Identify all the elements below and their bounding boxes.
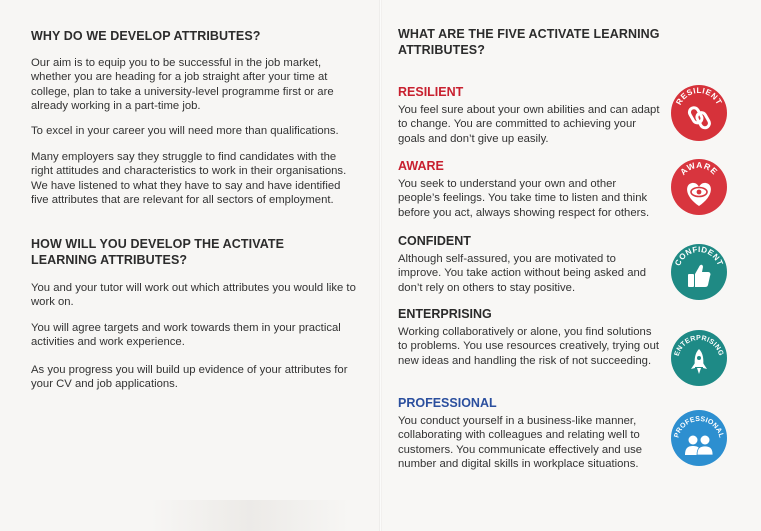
attribute-professional (398, 395, 660, 472)
attribute-resilient (398, 84, 660, 146)
attribute-title: AWARE (398, 159, 444, 173)
page-fold (379, 0, 382, 531)
how-paragraph-3: As you progress you will build up evidence of your attributes for your CV and job applications. (31, 364, 348, 391)
paper-scuff (150, 500, 350, 531)
why-paragraph-1: Our aim is to equip you to be successful in the job market, whether you are heading for a job straight after your time at college, plan to take a university-level programme first or are already working in a part-time job. (31, 57, 334, 113)
confident-badge-text: CONFIDENT (673, 244, 725, 268)
attribute-title: ENTERPRISING (398, 307, 492, 321)
aware-badge (670, 158, 728, 216)
attribute-description: Although self-assured, you are motivated to improve. You take action without being asked and don’t rely on others to stay positive. (398, 253, 647, 294)
attribute-description: You conduct yourself in a business-like manner, collaborating with colleagues and relating well to customers. You communicate effectively and use number and digital skills in workplace situations. (398, 415, 643, 471)
attribute-aware (398, 158, 660, 220)
why-paragraph-3: Many employers say they struggle to find candidates with the right attitudes and characteristics to work in their organisations. We have listened to what they have to say and have identified five attributes that are relevant for all sectors of employment. (31, 151, 347, 207)
enterprising-badge (670, 329, 728, 387)
five-attributes-heading: WHAT ARE THE FIVE ACTIVATE LEARNING ATTRIBUTES? (398, 27, 660, 57)
resilient-badge (670, 84, 728, 142)
attribute-title: PROFESSIONAL (398, 396, 497, 410)
enterprising-badge-text: ENTERPRISING (673, 334, 725, 357)
why-heading: WHY DO WE DEVELOP ATTRIBUTES? (31, 29, 261, 43)
attribute-description: You seek to understand your own and other people’s feelings. You take time to listen and think before you act, always showing respect for others. (398, 178, 650, 219)
confident-badge (670, 243, 728, 301)
attribute-confident (398, 233, 660, 295)
attribute-description: You feel sure about your own abilities and can adapt to change. You are committed to achieving your goals and don’t give up easily. (398, 104, 660, 145)
why-paragraph-2: To excel in your career you will need more than qualifications. (31, 125, 339, 137)
how-paragraph-2: You will agree targets and work towards them in your practical activities and work experience. (31, 322, 341, 349)
attribute-title: RESILIENT (398, 85, 464, 99)
attribute-title: CONFIDENT (398, 234, 471, 248)
attribute-description: Working collaboratively or alone, you find solutions to problems. You use resources creatively, trying out new ideas and handling the risk of not succeeding. (398, 326, 660, 367)
how-paragraph-1: You and your tutor will work out which attributes you would like to work on. (31, 282, 356, 309)
professional-badge (670, 409, 728, 467)
attribute-enterprising (398, 306, 660, 368)
aware-badge-text: AWARE (678, 159, 720, 177)
how-heading: HOW WILL YOU DEVELOP THE ACTIVATE LEARNING ATTRIBUTES? (31, 237, 285, 267)
resilient-badge-text: RESILIENT (674, 85, 724, 107)
professional-badge-text: PROFESSIONAL (673, 415, 725, 439)
